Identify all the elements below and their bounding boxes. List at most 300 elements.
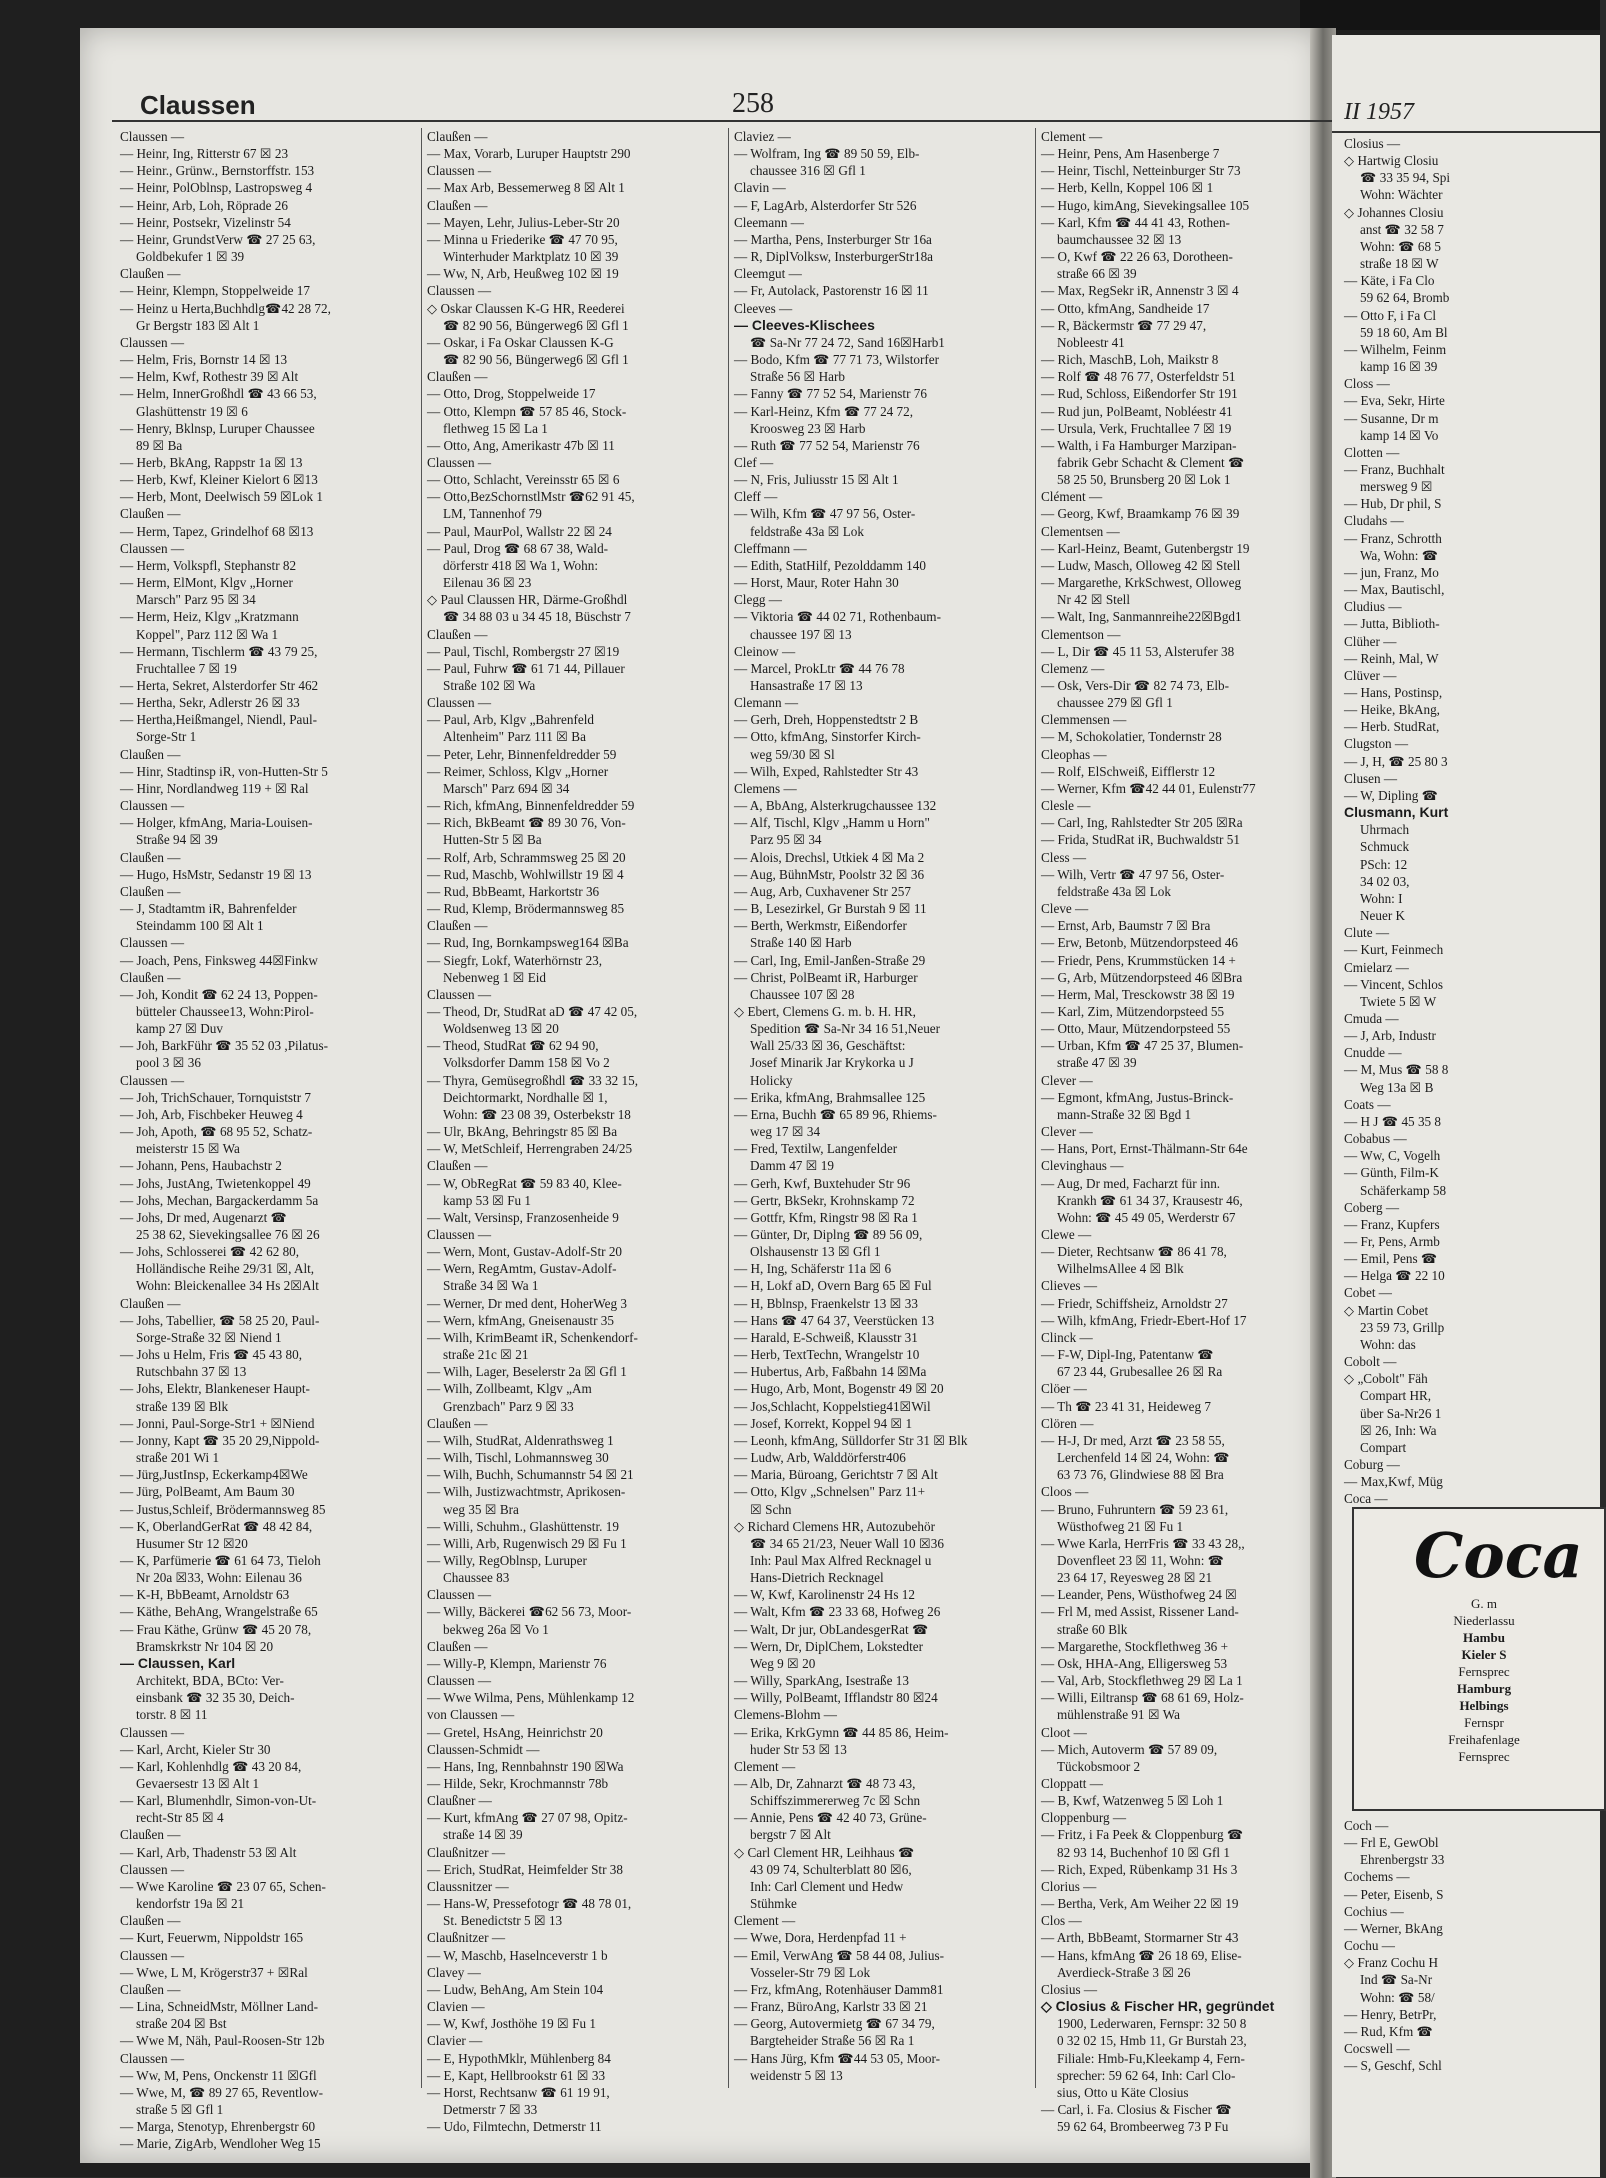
surname-heading: Cochius — xyxy=(1344,1903,1404,1919)
directory-entry: — Otto F, i Fa Cl xyxy=(1344,307,1437,323)
surname-heading: Claußen — xyxy=(120,746,181,762)
directory-entry: — Joh, Arb, Fischbeker Heuweg 4 xyxy=(120,1106,303,1122)
directory-entry: 23 59 73, Grillp xyxy=(1360,1319,1445,1335)
directory-entry: straße 204 ☒ Bst xyxy=(136,2016,227,2032)
surname-heading: Claviez — xyxy=(734,129,791,144)
directory-entry: — Hertha, Sekr, Adlerstr 26 ☒ 33 xyxy=(120,695,300,711)
directory-entry: — O, Kwf ☎ 22 26 63, Dorotheen- xyxy=(1041,249,1233,265)
directory-entry: ☎ 34 88 03 u 34 45 18, Büschstr 7 xyxy=(443,609,631,625)
directory-entry: — Marga, Stenotyp, Ehrenbergstr 60 xyxy=(120,2119,316,2135)
surname-heading: Coats — xyxy=(1344,1096,1391,1112)
directory-entry: — Heinr., Grünw., Bernstorffstr. 153 xyxy=(120,163,315,179)
coca-cola-advertisement xyxy=(1352,1507,1606,1811)
surname-heading: Cludius — xyxy=(1344,599,1402,615)
directory-entry: — Willy-P, Klempn, Marienstr 76 xyxy=(427,1655,607,1671)
directory-entry: Gevaersestr 13 ☒ Alt 1 xyxy=(136,1776,260,1791)
directory-entry: — Helm, InnerGroßhdl ☎ 43 66 53, xyxy=(120,386,317,402)
directory-entry: — K-H, BbBeamt, Arnoldstr 63 xyxy=(120,1587,290,1603)
surname-heading: Clever — xyxy=(1041,1072,1093,1088)
directory-entry: PSch: 12 xyxy=(1360,856,1408,872)
directory-entry: — Hugo, kimAng, Sievekingsallee 105 xyxy=(1041,197,1250,213)
directory-entry: — Paul, Drog ☎ 68 67 38, Wald- xyxy=(427,540,609,556)
directory-entry: ☎ 82 90 56, Büngerweg6 ☒ Gfl 1 xyxy=(443,352,629,368)
directory-entry: Straße 140 ☒ Harb xyxy=(750,935,852,951)
directory-entry: — Frl E, GewObl xyxy=(1344,1835,1439,1851)
directory-entry: — Wwe, Dora, Herdenpfad 11 + xyxy=(734,1930,907,1946)
directory-entry: — Heinr, Klempn, Stoppelweide 17 xyxy=(120,283,310,299)
directory-entry: Hansastraße 17 ☒ 13 xyxy=(750,678,863,693)
directory-entry: — M, Mus ☎ 58 8 xyxy=(1344,1062,1449,1078)
directory-entry: — Osk, HHA-Ang, Elligersweg 53 xyxy=(1041,1655,1228,1671)
directory-entry: Grenzbach" Parz 9 ☒ 33 xyxy=(443,1398,574,1414)
surname-heading: Clinck — xyxy=(1041,1329,1093,1345)
ad-text xyxy=(1364,1595,1604,1765)
directory-entry: — Ludw, Masch, Olloweg 42 ☒ Stell xyxy=(1041,557,1241,573)
surname-heading: Cleff — xyxy=(734,489,778,505)
surname-heading: Clotten — xyxy=(1344,444,1400,460)
directory-entry: — Rolf ☎ 48 76 77, Osterfeldstr 51 xyxy=(1041,369,1236,385)
ad-line: Fernsprec xyxy=(1458,1664,1510,1679)
directory-entry: — Frz, kfmAng, Rotenhäuser Damm81 xyxy=(734,1981,944,1997)
directory-entry: — Wwe M, Näh, Paul-Roosen-Str 12b xyxy=(120,2033,325,2049)
directory-entry: — Udo, Filmtechn, Detmerstr 11 xyxy=(427,2119,602,2135)
directory-entry: — Justus,Schleif, Brödermannsweg 85 xyxy=(120,1501,326,1517)
directory-entry: Nebenweg 1 ☒ Eid xyxy=(443,969,547,985)
directory-entry: — Walt, Kfm ☎ 23 33 68, Hofweg 26 xyxy=(734,1604,941,1620)
directory-entry: — Rud, Schloss, Eißendorfer Str 191 xyxy=(1041,386,1238,402)
directory-entry: kamp 14 ☒ Vo xyxy=(1360,427,1439,443)
directory-entry: — Gerh, Kwf, Buxtehuder Str 96 xyxy=(734,1175,911,1191)
directory-entry: ☎ 82 90 56, Büngerweg6 ☒ Gfl 1 xyxy=(443,317,629,333)
directory-entry: — K, Parfümerie ☎ 61 64 73, Tieloh xyxy=(120,1552,321,1568)
running-head-name: Claussen xyxy=(140,90,256,120)
surname-heading: von Claussen — xyxy=(427,1707,515,1723)
surname-heading: Clemann — xyxy=(734,695,799,711)
directory-entry: — Minna u Friederike ☎ 47 70 95, xyxy=(427,231,618,247)
ad-line: Hamburg xyxy=(1456,1681,1512,1696)
directory-entry: Weg 13a ☒ B xyxy=(1360,1079,1434,1095)
directory-entry: — Maria, Büroang, Gerichtstr 7 ☒ Alt xyxy=(734,1467,938,1483)
surname-heading: Clüver — xyxy=(1344,667,1397,683)
directory-entry: — W, Maschb, Haselnceverstr 1 b xyxy=(427,1947,608,1963)
directory-entry: Volksdorfer Damm 158 ☒ Vo 2 xyxy=(443,1055,610,1071)
directory-entry: — Hinr, Nordlandweg 119 + ☒ Ral xyxy=(120,780,309,796)
directory-entry: — Carl, i. Fa. Closius & Fischer ☎ xyxy=(1041,2101,1232,2117)
surname-heading: Clavier — xyxy=(427,2033,483,2049)
directory-entry: chaussee 279 ☒ Gfl 1 xyxy=(1057,695,1173,711)
surname-heading: Claußnitzer — xyxy=(427,1930,506,1946)
directory-entry: Marsch" Parz 694 ☒ 34 xyxy=(443,780,570,796)
directory-entry: — Walt, Ing, Sanmannreihe22☒Bgd1 xyxy=(1041,609,1242,625)
surname-heading: Claußen — xyxy=(120,1295,181,1311)
surname-heading: Clevinghaus — xyxy=(1041,1158,1124,1174)
directory-entry: 34 02 03, xyxy=(1360,873,1410,889)
surname-heading: Cmuda — xyxy=(1344,1010,1399,1026)
directory-entry: — Henry, Bklnsp, Luruper Chaussee xyxy=(120,420,315,436)
directory-entry: Filiale: Hmb-Fu,Kleekamp 4, Fern- xyxy=(1057,2050,1245,2066)
directory-entry: — Hertha,Heißmangel, Niendl, Paul- xyxy=(120,712,318,728)
directory-entry: — Otto,BezSchornstlMstr ☎62 91 45, xyxy=(427,489,635,505)
directory-entry: — Helm, Kwf, Rothestr 39 ☒ Alt xyxy=(120,369,299,385)
directory-entry: — Johs, Dr med, Augenarzt ☎ xyxy=(120,1209,287,1225)
directory-entry: — W, Dipling ☎ xyxy=(1344,787,1439,803)
directory-entry: — Walth, i Fa Hamburger Marzipan- xyxy=(1041,437,1237,453)
directory-entry: — Ulr, BkAng, Behringstr 85 ☒ Ba xyxy=(427,1124,618,1140)
directory-entry: — Fr, Autolack, Pastorenstr 16 ☒ 11 xyxy=(734,283,929,299)
directory-entry: straße 201 Wi 1 xyxy=(136,1450,220,1466)
directory-entry: — Berth, Werkmstr, Eißendorfer xyxy=(734,918,907,934)
directory-entry: ☒ 26, Inh: Wa xyxy=(1360,1422,1437,1438)
directory-entry: Averdieck-Straße 3 ☒ 26 xyxy=(1057,1964,1191,1980)
surname-heading: Claussen — xyxy=(427,1587,492,1603)
directory-entry: — Thyra, Gemüsegroßhdl ☎ 33 32 15, xyxy=(427,1072,639,1088)
directory-entry: — Wilhelm, Feinm xyxy=(1344,341,1447,357)
directory-entry: — Karl, Archt, Kieler Str 30 xyxy=(120,1741,271,1757)
directory-entry: — Karl, Kfm ☎ 44 41 43, Rothen- xyxy=(1041,214,1230,230)
directory-entry: Damm 47 ☒ 19 xyxy=(750,1158,834,1174)
directory-entry: — Margarethe, Stockflethweg 36 + xyxy=(1041,1638,1229,1654)
surname-heading: Claussen — xyxy=(427,695,492,711)
directory-entry: — Herb, Kwf, Kleiner Kielort 6 ☒13 xyxy=(120,472,318,488)
directory-entry: Bargteheider Straße 56 ☒ Ra 1 xyxy=(750,2033,915,2049)
directory-entry: mühlenstraße 91 ☒ Wa xyxy=(1057,1707,1180,1723)
directory-entry: — Eva, Sekr, Hirte xyxy=(1344,393,1445,409)
directory-entry: — Georg, Kwf, Braamkamp 76 ☒ 39 xyxy=(1041,506,1240,522)
surname-heading: Clavey — xyxy=(427,1964,481,1980)
directory-entry: — Rich, Exped, Rübenkamp 31 Hs 3 xyxy=(1041,1861,1238,1877)
surname-heading: Claussen — xyxy=(427,986,492,1002)
directory-entry: — Willy, PolBeamt, Ifflandstr 80 ☒24 xyxy=(734,1690,938,1706)
directory-entry: — Johs, Elektr, Blankeneser Haupt- xyxy=(120,1381,310,1397)
directory-entry: — Rud, BbBeamt, Harkortstr 36 xyxy=(427,883,600,899)
directory-entry: ◇ Ebert, Clemens G. m. b. H. HR, xyxy=(734,1003,916,1019)
surname-heading: Closius — xyxy=(1041,1981,1098,1997)
surname-heading: Clegg — xyxy=(734,592,782,608)
directory-entry: — Hugo, Arb, Mont, Bogenstr 49 ☒ 20 xyxy=(734,1381,944,1397)
surname-heading: Claußen — xyxy=(427,197,488,213)
directory-entry: — Kurt, kfmAng ☎ 27 07 98, Opitz- xyxy=(427,1810,628,1826)
directory-entry: — jun, Franz, Mo xyxy=(1344,564,1439,580)
directory-entry: — Willy, RegOblnsp, Luruper xyxy=(427,1552,587,1568)
directory-entry: straße 5 ☒ Gfl 1 xyxy=(136,2101,224,2117)
directory-entry: — Wwe, M, ☎ 89 27 65, Reventlow- xyxy=(120,2084,323,2100)
surname-heading: Clavin — xyxy=(734,180,786,196)
ad-line: Freihafenlage xyxy=(1448,1732,1520,1747)
directory-entry: — Otto, kfmAng, Sinstorfer Kirch- xyxy=(734,729,921,745)
surname-heading: Cleophas — xyxy=(1041,746,1107,762)
directory-entry: chaussee 316 ☒ Gfl 1 xyxy=(750,163,866,179)
directory-entry: mersweg 9 ☒ xyxy=(1360,479,1433,495)
directory-entry: — Wwe, L M, Krögerstr37 + ☒Ral xyxy=(120,1964,308,1980)
directory-entry: — Paul, Arb, Klgv „Bahrenfeld xyxy=(427,712,595,728)
directory-entry: straße 60 Blk xyxy=(1057,1621,1128,1637)
ad-line: Fernsprec xyxy=(1458,1749,1510,1764)
directory-entry: — Hans, Postinsp, xyxy=(1344,685,1443,700)
directory-entry: weg 59/30 ☒ Sl xyxy=(750,746,835,762)
directory-entry: — Jos,Schlacht, Koppelstieg41☒Wil xyxy=(734,1398,931,1414)
directory-entry: bekweg 26a ☒ Vo 1 xyxy=(443,1621,549,1637)
directory-entry: — Franz, Schrotth xyxy=(1344,530,1442,546)
directory-entry: — Viktoria ☎ 44 02 71, Rothenbaum- xyxy=(734,609,941,625)
directory-entry: — Hub, Dr phil, S xyxy=(1344,496,1442,512)
directory-entry: Sorge-Str 1 xyxy=(136,729,197,745)
surname-heading: Cochu — xyxy=(1344,1938,1395,1954)
directory-entry: — Arth, BbBeamt, Stormarner Str 43 xyxy=(1041,1930,1239,1946)
surname-heading: Cloppatt — xyxy=(1041,1776,1103,1791)
directory-entry: — Fred, Textilw, Langenfelder xyxy=(734,1141,898,1157)
directory-entry: — Emil, Pens ☎ xyxy=(1344,1251,1438,1267)
directory-entry: sprecher: 59 62 64, Inh: Carl Clo- xyxy=(1057,2067,1236,2083)
directory-entry: — Ruth ☎ 77 52 54, Marienstr 76 xyxy=(734,437,920,453)
directory-entry: Detmerstr 7 ☒ 33 xyxy=(443,2101,538,2117)
directory-entry: weg 35 ☒ Bra xyxy=(443,1501,519,1517)
directory-entry: — Bruno, Fuhruntern ☎ 59 23 61, xyxy=(1041,1501,1229,1517)
surname-heading: Clewe — xyxy=(1041,1227,1092,1242)
directory-entry: Krankh ☎ 61 34 37, Krausestr 46, xyxy=(1057,1192,1243,1208)
directory-entry: — Franz, Kupfers xyxy=(1344,1216,1440,1232)
directory-entry: — Wilh, Vertr ☎ 47 97 56, Oster- xyxy=(1041,866,1225,882)
directory-entry: — Rud, Maschb, Wohlwillstr 19 ☒ 4 xyxy=(427,866,624,882)
directory-entry: — Frl M, med Assist, Rissener Land- xyxy=(1041,1604,1239,1620)
directory-entry: — R, Bäckermstr ☎ 77 29 47, xyxy=(1041,317,1207,333)
directory-entry: — Peter, Lehr, Binnenfeldredder 59 xyxy=(427,746,617,762)
directory-entry: — Fanny ☎ 77 52 54, Marienstr 76 xyxy=(734,386,927,402)
directory-entry: ☎ 34 65 21/23, Neuer Wall 10 ☒36 xyxy=(750,1535,944,1551)
surname-heading: Claussen — xyxy=(120,540,185,556)
directory-entry: — Joach, Pens, Finksweg 44☒Finkw xyxy=(120,952,318,968)
directory-entry: — Erich, StudRat, Heimfelder Str 38 xyxy=(427,1861,623,1877)
surname-heading: Claussen — xyxy=(120,334,185,350)
ad-line: Niederlassu xyxy=(1453,1613,1515,1628)
surname-heading: Claussnitzer — xyxy=(427,1878,509,1894)
surname-heading: Closius — xyxy=(1344,136,1401,151)
directory-entry: Olshausenstr 13 ☒ Gfl 1 xyxy=(750,1244,881,1260)
directory-entry: bergstr 7 ☒ Alt xyxy=(750,1827,831,1843)
directory-entry: Wohn: ☎ 68 5 xyxy=(1360,238,1441,254)
surname-heading: Claußen — xyxy=(120,1981,181,1997)
directory-entry: torstr. 8 ☒ 11 xyxy=(136,1707,208,1723)
surname-heading: Clemens — xyxy=(734,780,797,796)
directory-entry: — Ww, M, Pens, Onckenstr 11 ☒Gfl xyxy=(120,2067,317,2083)
ad-line: Fernspr xyxy=(1464,1715,1504,1730)
surname-heading: Claußen — xyxy=(120,849,181,865)
directory-entry: — R, DiplVolksw, InsterburgerStr18a xyxy=(734,249,934,265)
directory-entry: Straße 102 ☒ Wa xyxy=(443,678,536,693)
surname-heading: Clorius — xyxy=(1041,1878,1097,1894)
directory-entry: — Christ, PolBeamt iR, Harburger xyxy=(734,969,918,985)
directory-entry: — K, OberlandGerRat ☎ 48 42 84, xyxy=(120,1518,313,1534)
directory-entry: — G, Arb, Mützendorpsteed 46 ☒Bra xyxy=(1041,969,1243,985)
directory-entry: — Mich, Autoverm ☎ 57 89 09, xyxy=(1041,1741,1218,1757)
directory-entry: — Ww, N, Arb, Heußweg 102 ☒ 19 xyxy=(427,266,619,282)
directory-entry: — Karl, Blumenhdlr, Simon-von-Ut- xyxy=(120,1793,317,1809)
directory-entry: — Kurt, Feuerwm, Nippoldstr 165 xyxy=(120,1930,304,1946)
directory-entry: Chaussee 83 xyxy=(443,1570,510,1586)
directory-entry: — Käthe, BehAng, Wrangelstraße 65 xyxy=(120,1604,318,1620)
surname-heading: Cleemann — xyxy=(734,214,804,230)
directory-entry: — Erw, Betonb, Mützendorpsteed 46 xyxy=(1041,935,1238,951)
directory-entry: — Karl, Kohlenhdlg ☎ 43 20 84, xyxy=(120,1758,302,1774)
directory-entry: — Otto, kfmAng, Sandheide 17 xyxy=(1041,300,1210,316)
directory-entry: — Osk, Vers-Dir ☎ 82 74 73, Elb- xyxy=(1041,678,1229,693)
directory-entry: — Joh, TrichSchauer, Tornquiststr 7 xyxy=(120,1089,311,1105)
business-listing: ◇ Closius & Fischer HR, gegründet xyxy=(1041,1998,1275,2015)
surname-heading: Cloos — xyxy=(1041,1484,1089,1500)
directory-entry: Rutschbahn 37 ☒ 13 xyxy=(136,1364,247,1380)
surname-heading: Claußen — xyxy=(427,918,488,934)
directory-entry: anst ☎ 32 58 7 xyxy=(1360,221,1444,237)
surname-heading: Cobabus — xyxy=(1344,1131,1407,1147)
directory-entry: Chaussee 107 ☒ 28 xyxy=(750,986,855,1002)
surname-heading: Cloppenburg — xyxy=(1041,1810,1127,1826)
directory-entry: 0 32 02 15, Hmb 11, Gr Burstah 23, xyxy=(1057,2033,1247,2049)
directory-entry: — Ursula, Verk, Fruchtallee 7 ☒ 19 xyxy=(1041,420,1232,436)
directory-entry: — Franz, Buchhalt xyxy=(1344,461,1445,477)
surname-heading: Cnudde — xyxy=(1344,1045,1402,1061)
ad-line: G. m xyxy=(1471,1596,1497,1611)
surname-heading: Coburg — xyxy=(1344,1457,1400,1473)
surname-heading: Claußen — xyxy=(120,883,181,899)
directory-entry: einsbank ☎ 32 35 30, Deich- xyxy=(136,1690,295,1706)
directory-entry: — Herb, Mont, Deelwisch 59 ☒Lok 1 xyxy=(120,489,324,505)
directory-entry: — Wern, kfmAng, Gneisenaustr 35 xyxy=(427,1312,614,1328)
directory-entry: WilhelmsAllee 4 ☒ Blk xyxy=(1057,1261,1184,1277)
surname-heading: Clusen — xyxy=(1344,770,1398,786)
directory-entry: — Herb, BkAng, Rappstr 1a ☒ 13 xyxy=(120,454,303,470)
directory-entry: — H-J, Dr med, Arzt ☎ 23 58 55, xyxy=(1041,1432,1225,1448)
directory-entry: 1900, Lederwaren, Fernspr: 32 50 8 xyxy=(1057,2016,1247,2032)
surname-heading: Claußen — xyxy=(120,506,181,522)
directory-entry: Josef Minarik Jar Krykorka u J xyxy=(750,1055,914,1071)
facing-page-header xyxy=(1332,93,1600,133)
directory-entry: — Wwe Karla, HerrFris ☎ 33 43 28,, xyxy=(1041,1535,1245,1551)
directory-entry: — Margarethe, KrkSchwest, Olloweg xyxy=(1041,575,1242,591)
directory-entry: — Mayen, Lehr, Julius-Leber-Str 20 xyxy=(427,214,620,230)
directory-entry: — Egmont, kfmAng, Justus-Brinck- xyxy=(1041,1089,1234,1105)
directory-entry: — Hans, Ing, Rennbahnstr 190 ☒Wa xyxy=(427,1758,624,1774)
directory-entry: — Heike, BkAng, xyxy=(1344,702,1440,718)
directory-entry: Eilenau 36 ☒ 23 xyxy=(443,575,532,591)
directory-entry: Fruchtallee 7 ☒ 19 xyxy=(136,660,237,676)
surname-heading: Claußen — xyxy=(427,1158,488,1174)
directory-entry: huder Str 53 ☒ 13 xyxy=(750,1741,847,1757)
directory-entry: — Erika, kfmAng, Brahmsallee 125 xyxy=(734,1089,926,1105)
directory-entry: — Günter, Dr, Diplng ☎ 89 56 09, xyxy=(734,1227,923,1242)
directory-entry: — A, BbAng, Alsterkrugchaussee 132 xyxy=(734,798,937,814)
directory-entry: — Emil, VerwAng ☎ 58 44 08, Julius- xyxy=(734,1947,944,1963)
directory-entry: — L, Dir ☎ 45 11 53, Alsterufer 38 xyxy=(1041,643,1235,659)
directory-entry: — Theod, StudRat ☎ 62 94 90, xyxy=(427,1038,599,1054)
directory-entry: — Dieter, Rechtsanw ☎ 86 41 78, xyxy=(1041,1244,1227,1260)
directory-column-4 xyxy=(1041,128,1303,2135)
directory-entry: Altenheim" Parz 111 ☒ Ba xyxy=(443,729,586,745)
surname-heading: Clüher — xyxy=(1344,633,1397,649)
directory-entry: — Heinr, Tischl, Netteinburger Str 73 xyxy=(1041,163,1241,179)
directory-entry: 59 62 64, Brombeerweg 73 P Fu xyxy=(1057,2119,1229,2135)
directory-entry: — Paul, Fuhrw ☎ 61 71 44, Pillauer xyxy=(427,660,625,676)
directory-entry: 63 73 76, Glindwiese 88 ☒ Bra xyxy=(1057,1467,1224,1483)
directory-entry: — Wwe Karoline ☎ 23 07 65, Schen- xyxy=(120,1878,326,1894)
directory-entry: — J, H, ☎ 25 80 3 xyxy=(1344,753,1448,769)
directory-entry: — H, Bblnsp, Fraenkelstr 13 ☒ 33 xyxy=(734,1295,918,1311)
directory-entry: straße 47 ☒ 39 xyxy=(1057,1055,1137,1071)
directory-entry: — Jonni, Paul-Sorge-Str1 + ☒Niend xyxy=(120,1415,315,1431)
directory-entry: 59 18 60, Am Bl xyxy=(1360,324,1448,340)
directory-entry: — Holger, kfmAng, Maria-Louisen- xyxy=(120,815,313,831)
directory-entry: Straße 34 ☒ Wa 1 xyxy=(443,1278,539,1294)
directory-entry: — Horst, Rechtsanw ☎ 61 19 91, xyxy=(427,2084,610,2100)
directory-entry: ◇ Paul Claussen HR, Därme-Großhdl xyxy=(427,592,628,608)
directory-entry: — Heinr, Arb, Loh, Röprade 26 xyxy=(120,197,288,213)
directory-entry: — Hans-W, Pressefotogr ☎ 48 78 01, xyxy=(427,1896,632,1912)
directory-entry: — Hans ☎ 47 64 37, Veerstücken 13 xyxy=(734,1312,935,1328)
directory-entry: baumchaussee 32 ☒ 13 xyxy=(1057,231,1182,247)
directory-entry: — Carl, Ing, Emil-Janßen-Straße 29 xyxy=(734,952,926,968)
surname-heading: Coch — xyxy=(1344,1818,1389,1833)
directory-entry: ◇ Martin Cobet xyxy=(1344,1302,1429,1318)
surname-heading: Claußen — xyxy=(120,1913,181,1929)
directory-entry: — Alb, Dr, Zahnarzt ☎ 48 73 43, xyxy=(734,1776,916,1791)
directory-entry: — Otto, Klgv „Schnelsen" Parz 11+ xyxy=(734,1484,926,1500)
directory-entry: — Gertr, BkSekr, Krohnskamp 72 xyxy=(734,1192,915,1208)
directory-entry: fabrik Gebr Schacht & Clement ☎ xyxy=(1057,454,1245,470)
directory-entry: 82 93 14, Buchenhof 10 ☒ Gfl 1 xyxy=(1057,1844,1230,1860)
surname-heading: Cleemgut — xyxy=(734,266,802,282)
directory-entry: — Wilh, Exped, Rahlstedter Str 43 xyxy=(734,763,919,779)
directory-entry: — Ludw, Arb, Walddörferstr406 xyxy=(734,1450,906,1466)
directory-entry: — Karl-Heinz, Beamt, Gutenbergstr 19 xyxy=(1041,540,1250,556)
directory-entry: chaussee 197 ☒ 13 xyxy=(750,626,852,642)
directory-entry: — Th ☎ 23 41 31, Heideweg 7 xyxy=(1041,1398,1212,1414)
surname-heading: Coca — xyxy=(1344,1491,1388,1507)
directory-entry: — W, ObRegRat ☎ 59 83 40, Klee- xyxy=(427,1175,622,1191)
directory-entry: feldstraße 43a ☒ Lok xyxy=(750,523,864,539)
directory-entry: pool 3 ☒ 36 xyxy=(136,1055,201,1071)
directory-entry: — Aug, Arb, Cuxhavener Str 257 xyxy=(734,883,911,899)
directory-entry: Nobleestr 41 xyxy=(1057,334,1125,350)
directory-entry: straße 14 ☒ 39 xyxy=(443,1827,523,1843)
directory-entry: — Wilh, Justizwachtmstr, Aprikosen- xyxy=(427,1484,626,1500)
directory-entry: — Käte, i Fa Clo xyxy=(1344,273,1435,289)
directory-entry: — Otto, Ang, Amerikastr 47b ☒ 11 xyxy=(427,437,615,453)
directory-entry: — Rud, Kfm ☎ xyxy=(1344,2023,1433,2039)
directory-entry: — W, Kwf, Josthöhe 19 ☒ Fu 1 xyxy=(427,2016,596,2032)
directory-entry: — Herm, Heiz, Klgv „Kratzmann xyxy=(120,609,299,625)
directory-entry: Holicky xyxy=(750,1072,793,1088)
directory-entry: Schäferkamp 58 xyxy=(1360,1182,1447,1198)
directory-entry: — Heinr, Pens, Am Hasenberge 7 xyxy=(1041,146,1220,162)
directory-entry: ◇ „Cobolt" Fäh xyxy=(1344,1371,1428,1387)
directory-entry: — Bertha, Verk, Am Weiher 22 ☒ 19 xyxy=(1041,1896,1239,1912)
directory-entry: — Max,Kwf, Müg xyxy=(1344,1474,1443,1490)
directory-entry: — Lina, SchneidMstr, Möllner Land- xyxy=(120,1999,318,2015)
surname-heading: Claussen — xyxy=(427,1673,492,1689)
directory-entry: flethweg 15 ☒ La 1 xyxy=(443,420,548,436)
directory-entry: — Herm, Tapez, Grindelhof 68 ☒13 xyxy=(120,523,314,539)
directory-entry: — Wern, Mont, Gustav-Adolf-Str 20 xyxy=(427,1244,623,1260)
surname-heading: Claußen — xyxy=(427,1415,488,1431)
directory-entry: Wa, Wohn: ☎ xyxy=(1360,547,1439,563)
directory-entry: weg 17 ☒ 34 xyxy=(750,1124,821,1140)
directory-entry: Inh: Paul Max Alfred Recknagel u xyxy=(750,1552,932,1568)
directory-entry: Wohn: I xyxy=(1360,890,1403,906)
directory-entry: — Rich, kfmAng, Binnenfeldredder 59 xyxy=(427,798,635,814)
directory-entry: 23 64 17, Reyesweg 28 ☒ 21 xyxy=(1057,1570,1213,1586)
surname-heading: Clesle — xyxy=(1041,798,1091,814)
directory-entry: kamp 16 ☒ 39 xyxy=(1360,359,1438,375)
directory-entry: Marsch" Parz 95 ☒ 34 xyxy=(136,592,256,608)
directory-entry: LM, Tannenhof 79 xyxy=(443,506,542,522)
